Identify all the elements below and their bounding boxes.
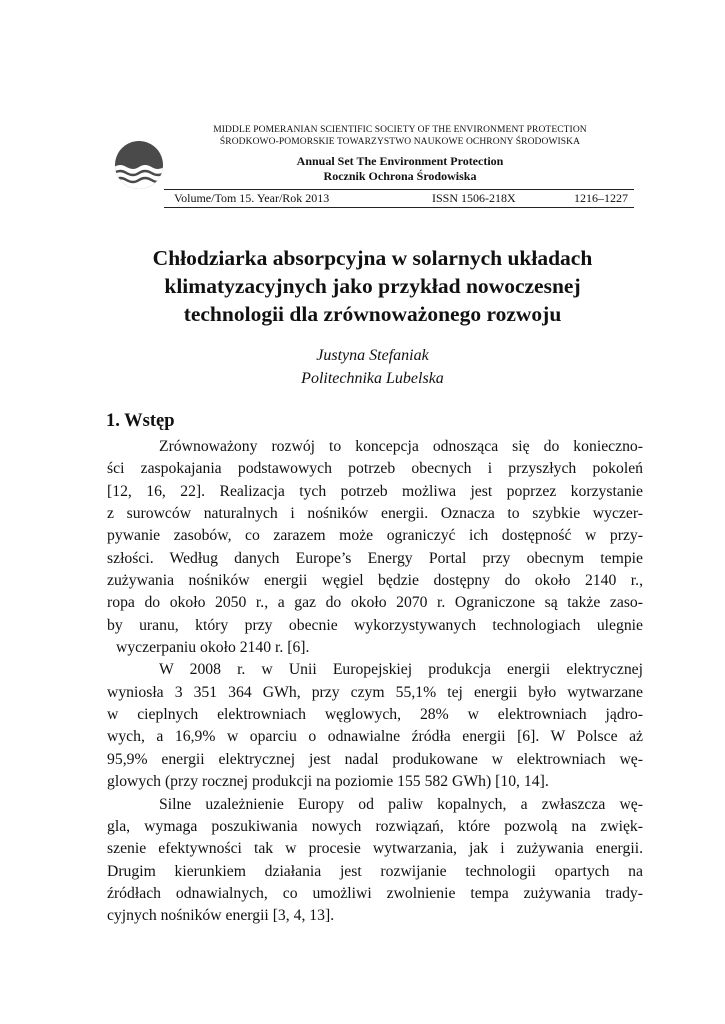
text-line: szłości. Według danych Europe’s Energy Portal przy obecnym tempie	[107, 549, 643, 567]
society-name-en: MIDDLE POMERANIAN SCIENTIFIC SOCIETY OF THE ENVIRONMENT PROTECTION	[213, 125, 587, 135]
text-line: cyjnych nośników energii [3, 4, 13].	[107, 907, 335, 925]
title-line: Chłodziarka absorpcyjna w solarnych układach	[152, 246, 593, 270]
text-line: W 2008 r. w Unii Europejskiej produkcja energii elektrycznej	[159, 661, 643, 679]
text-line: zużywania nośników energii węgiel będzie dostępny do około 2140 r.,	[107, 572, 643, 590]
text-line: Silne uzależnienie Europy od paliw kopalnych, a zwłaszcza wę-	[159, 795, 643, 813]
society-name-pl: ŚRODKOWO-POMORSKIE TOWARZYSTWO NAUKOWE OCHRONY ŚRODOWISKA	[219, 137, 581, 147]
annual-title-pl: Rocznik Ochrona Środowiska	[323, 169, 477, 183]
text-line: ści zaspokajania podstawowych potrzeb obecnych i przyszłych pokoleń	[107, 460, 643, 478]
annual-title-en: Annual Set The Environment Protection	[296, 154, 504, 168]
text-line: ropa do około 2050 r., a gaz do około 2070 r. Ograniczone są także zaso-	[107, 594, 643, 612]
text-line: z surowców naturalnych i nośników energii. Oznacza to szybkie wyczer-	[107, 505, 643, 523]
text-line: w cieplnych elektrowniach węglowych, 28% w elektrowniach jądro-	[107, 706, 643, 724]
text-line: szenie efektywności tak w procesie wytwarzania, jak i zużywania energii.	[107, 840, 643, 858]
text-line: gla, wymaga poszukiwania nowych rozwiązań, które pozwolą na zwięk-	[107, 817, 643, 835]
page-range: 1216–1227	[574, 191, 628, 205]
header-rule-bottom	[164, 207, 634, 208]
text-line: wych, a 16,9% w oparciu o odnawialne źródła energii [6]. W Polsce aż	[107, 728, 643, 746]
title-line: technologii dla zrównoważonego rozwoju	[183, 302, 562, 326]
header-rule-top	[164, 189, 634, 190]
text-line: 95,9% energii elektrycznej jest nadal produkowane w elektrowniach wę-	[107, 750, 643, 768]
author-name: Justyna Stefaniak	[316, 347, 429, 364]
title-line: klimatyzacyjnych jako przykład nowoczesnej	[164, 274, 581, 298]
text-line: wyniosła 3 351 364 GWh, przy czym 55,1% tej energii było wytwarzane	[107, 683, 643, 701]
issn-label: ISSN 1506-218X	[432, 191, 516, 205]
volume-label: Volume/Tom 15. Year/Rok 2013	[174, 191, 330, 205]
volume-row	[164, 191, 634, 206]
text-line: źródłach odnawialnych, co umożliwi zwolnienie tempa zużywania trady-	[107, 884, 643, 902]
body-text	[107, 436, 643, 928]
author-affiliation: Politechnika Lubelska	[301, 370, 444, 387]
article-title	[80, 244, 665, 328]
text-line: Drugim kierunkiem działania jest rozwijanie technologii opartych na	[107, 862, 643, 880]
text-line: pywanie zasobów, co zarazem może ograniczyć ich dostępność w przy-	[107, 527, 643, 545]
society-logo-icon	[114, 140, 164, 190]
section-heading: 1. Wstęp	[106, 411, 175, 431]
text-line: [12, 16, 22]. Realizacja tych potrzeb możliwa jest poprzez korzystanie	[107, 482, 643, 500]
text-line: glowych (przy rocznej produkcji na poziomie 155 582 GWh) [10, 14].	[107, 773, 549, 791]
text-line: wyczerpaniu około 2140 r. [6].	[116, 639, 310, 657]
text-line: by uranu, który przy obecnie wykorzystywanych technologiach ulegnie	[107, 616, 643, 634]
text-line: Zrównoważony rozwój to koncepcja odnosząca się do konieczno-	[159, 438, 643, 455]
